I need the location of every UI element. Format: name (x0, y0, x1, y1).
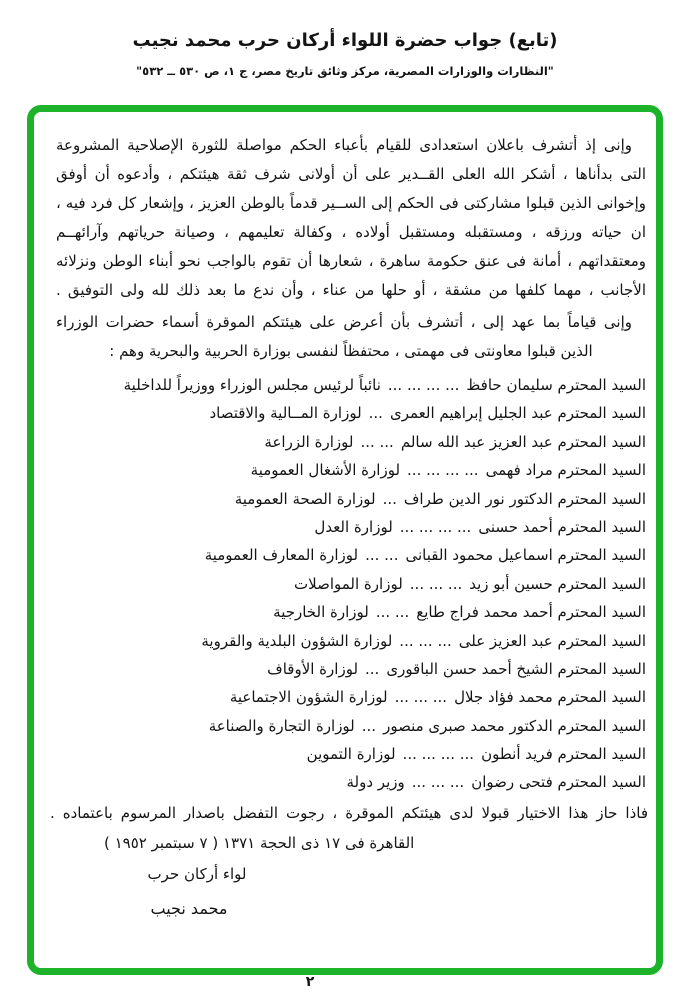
minister-name: السيد المحترم محمد فؤاد جلال (454, 688, 646, 707)
minister-row (48, 655, 646, 683)
minister-name: السيد المحترم الدكتور محمد صبرى منصور (383, 716, 646, 735)
dotted-leader: ... ... ... ... (407, 461, 479, 480)
minister-row (48, 712, 646, 740)
minister-name: السيد المحترم الدكتور نور الدين طراف (403, 489, 646, 508)
minister-name: السيد المحترم عبد العزيز على (458, 631, 646, 650)
ministers-list (48, 371, 646, 797)
ministry-assignment: وزير دولة (346, 773, 405, 792)
date-line: القاهرة فى ١٧ ذى الحجة ١٣٧١ ( ٧ سبتمبر ١٩٥٢ ) (104, 834, 415, 852)
ministry-assignment: لوزارة الأشغال العمومية (250, 461, 401, 480)
closing-line: فاذا حاز هذا الاختيار قبولا لدى هيئتكم الموقرة ، رجوت التفضل باصدار المرسوم باعتماده . (50, 804, 648, 822)
minister-name: السيد المحترم أحمد حسنى (478, 517, 646, 536)
minister-row (48, 627, 646, 655)
minister-name: السيد المحترم عبد الجليل إبراهيم العمرى (389, 404, 646, 423)
ministry-assignment: لوزارة الأوقاف (267, 659, 359, 678)
document-title: (تابع) جواب حضرة اللواء أركان حرب محمد نجيب (132, 30, 558, 51)
ministry-assignment: لوزارة المــالية والاقتصاد (209, 404, 362, 423)
ministry-assignment: لوزارة التجارة والصناعة (208, 716, 355, 735)
paragraph-line: الأجانب ، مهما كلفها من مشقة ، أو حلها من عناء ، وأن ندع ما بعد ذلك لله ولى التوفيق . (56, 281, 646, 299)
presentation-paragraph (56, 308, 646, 366)
minister-name: السيد المحترم الشيخ أحمد حسن الباقورى (386, 659, 646, 678)
dotted-leader: ... ... ... ... (387, 376, 460, 394)
minister-name: السيد المحترم فتحى رضوان (471, 773, 646, 792)
paragraph-line: التى بدأناها ، أشكر الله العلى القــدير على أن أولانى شرف ثقة هيئتكم ، وأدعوه أن أوفق (56, 165, 646, 183)
dotted-leader: ... ... ... ... (402, 745, 475, 764)
dotted-leader: ... ... ... (409, 574, 463, 593)
minister-name: السيد المحترم سليمان حافظ (466, 376, 646, 394)
minister-row (48, 570, 646, 598)
minister-row (48, 485, 646, 513)
ministry-assignment: لوزارة المعارف العمومية (204, 546, 359, 565)
paragraph-line: ومعتقداتهم ، أمانة فى عنق حكومة ساهرة ، شعارها أن تقوم بالواجب نحو أبناء الوطن ونزلائه (56, 252, 646, 270)
minister-name: السيد المحترم أحمد محمد فراج طايع (416, 603, 646, 622)
paragraph-line: ان حياته ورزقه ، ومستقبله ومستقبل أولاده ، وكفالة تعليمهم ، وصيانة حرياتهم وآرائهــم (56, 223, 646, 241)
minister-row (48, 371, 646, 399)
minister-name: السيد المحترم حسين أبو زيد (469, 574, 646, 593)
minister-name: السيد المحترم مراد فهمى (485, 461, 646, 480)
dotted-leader: ... ... (365, 546, 399, 565)
ministry-assignment: لوزارة الخارجية (273, 603, 369, 622)
minister-row (48, 428, 646, 456)
signature-name: محمد نجيب (150, 899, 228, 918)
paragraph-line: وإخوانى الذين قبلوا مشاركتى فى الحكم إلى الســير قدماً بالوطن العزيز ، وإشعار كل فرد فيه ، (56, 194, 646, 212)
minister-row (48, 768, 646, 796)
dotted-leader: ... ... (375, 603, 410, 622)
dotted-leader: ... ... ... (411, 773, 465, 792)
minister-row (48, 683, 646, 711)
ministry-assignment: لوزارة الزراعة (264, 432, 354, 451)
dotted-leader: ... (368, 404, 383, 423)
minister-row (48, 513, 646, 541)
minister-row (48, 456, 646, 484)
ministry-assignment: لوزارة العدل (314, 517, 393, 536)
paragraph-line: وإنى قياماً بما عهد إلى ، أتشرف بأن أعرض على هيئتكم الموقرة أسماء حضرات الوزراء (56, 313, 632, 331)
paragraph-line: الذين قبلوا معاونتى فى مهمتى ، محتفظاً لنفسى بوزارة الحربية والبحرية وهم : (109, 342, 593, 360)
dotted-leader: ... ... ... ... (399, 517, 472, 536)
opening-paragraph (56, 131, 646, 305)
source-citation: "النظارات والوزارات المصرية، مركز وثائق تاريخ مصر، ج ١، ص ٥٣٠ ــ ٥٣٢" (136, 64, 554, 78)
minister-row (48, 598, 646, 626)
dotted-leader: ... ... ... (399, 631, 452, 650)
ministry-assignment: لوزارة الصحة العمومية (234, 489, 376, 508)
dotted-leader: ... (365, 659, 380, 678)
ministry-assignment: لوزارة الشؤون الاجتماعية (229, 688, 388, 707)
ministry-assignment: نائباً لرئيس مجلس الوزراء ووزيراً للداخلية (123, 376, 381, 394)
ministry-assignment: لوزارة التموين (306, 745, 396, 764)
ministry-assignment: لوزارة الشؤون البلدية والقروية (201, 631, 393, 650)
minister-row (48, 740, 646, 768)
minister-row (48, 541, 646, 569)
dotted-leader: ... ... (360, 432, 394, 451)
minister-name: السيد المحترم فريد أنطون (481, 745, 646, 764)
dotted-leader: ... (361, 716, 377, 735)
dotted-leader: ... ... ... (394, 688, 448, 707)
paragraph-line: وإنى إذ أتشرف باعلان استعدادى للقيام بأعباء الحكم مواصلة للثورة الإصلاحية المشروعة (56, 136, 632, 154)
minister-name: السيد المحترم عبد العزيز عبد الله سالم (400, 432, 646, 451)
minister-name: السيد المحترم اسماعيل محمود القبانى (405, 546, 646, 565)
dotted-leader: ... (382, 489, 397, 508)
page-number: ٢ (305, 974, 315, 990)
minister-row (48, 399, 646, 427)
green-border-frame (27, 105, 663, 975)
signature-rank: لواء أركان حرب (147, 865, 247, 883)
ministry-assignment: لوزارة المواصلات (294, 574, 403, 593)
